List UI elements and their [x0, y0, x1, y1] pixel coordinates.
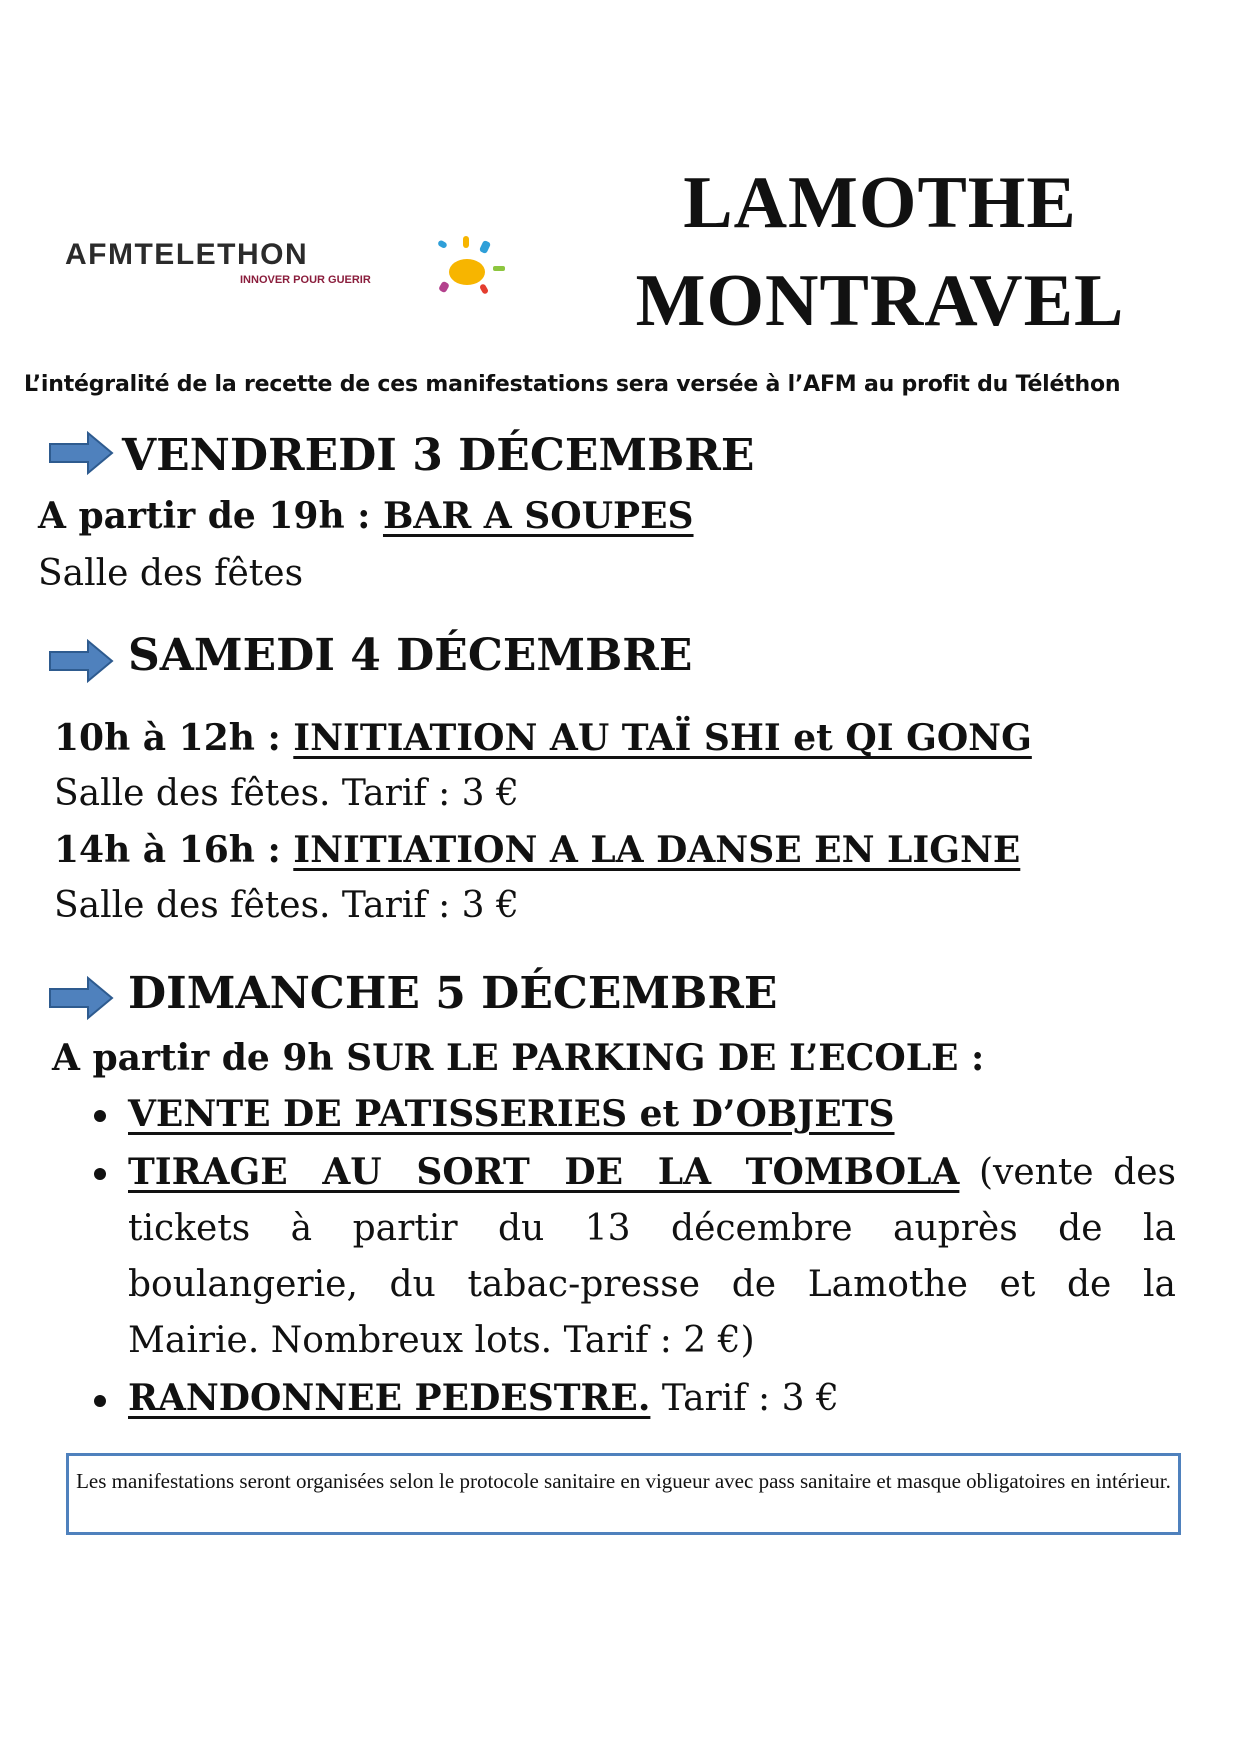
saturday-event-1: INITIATION AU TAÏ SHI et QI GONG — [293, 717, 1032, 759]
bullet-icon — [94, 1110, 106, 1122]
saturday-place-1: Salle des fêtes. Tarif : 3 € — [54, 773, 519, 814]
friday-event: BAR A SOUPES — [382, 495, 694, 537]
saturday-time-2: 14h à 16h : — [54, 829, 294, 871]
saturday-schedule-2 — [54, 829, 1021, 871]
arrow-icon — [48, 638, 114, 688]
sunday-intro: A partir de 9h SUR LE PARKING DE L’ECOLE : — [52, 1037, 985, 1079]
bullet-icon — [94, 1168, 106, 1180]
saturday-event-2: INITIATION A LA DANSE EN LIGNE — [293, 829, 1021, 871]
sunday-item-3 — [128, 1377, 839, 1419]
afm-telethon-logo-graphic — [65, 236, 535, 306]
bullet-icon — [94, 1395, 106, 1407]
sunday-item-1 — [128, 1093, 895, 1135]
sun-icon — [437, 236, 505, 295]
friday-schedule — [38, 495, 694, 537]
sunday-event-2: TIRAGE AU SORT DE LA TOMBOLA — [128, 1151, 960, 1193]
title-line-2: MONTRAVEL — [635, 260, 1125, 342]
arrow-icon — [48, 430, 114, 480]
saturday-schedule-1 — [54, 717, 1032, 759]
logo-wordmark: AFMTELETHON — [65, 238, 309, 271]
sunday-details-3: Tarif : 3 € — [650, 1378, 839, 1419]
logo-tagline: INNOVER POUR GUERIR — [240, 274, 371, 286]
sunday-event-3: RANDONNEE PEDESTRE. — [128, 1377, 651, 1419]
friday-time: A partir de 19h : — [38, 495, 383, 537]
arrow-icon — [48, 975, 114, 1025]
afm-telethon-logo — [65, 236, 535, 306]
title-line-1: LAMOTHE — [683, 162, 1077, 244]
saturday-place-2: Salle des fêtes. Tarif : 3 € — [54, 885, 519, 926]
saturday-time-1: 10h à 12h : — [54, 717, 294, 759]
sanitary-notice: Les manifestations seront organisées selon le protocole sanitaire en vigueur avec pass sanitaire et masque obligatoires en intérieur. — [66, 1453, 1181, 1535]
friday-place: Salle des fêtes — [38, 553, 304, 594]
sunday-details-2: (vente des tickets à partir du 13 décembre auprès de la boulangerie, du tabac-presse de Lamothe et de la Mairie. Nombreux lots. Tarif : 2 €) — [128, 1152, 1177, 1361]
sunday-heading: DIMANCHE 5 DÉCEMBRE — [128, 968, 778, 1019]
friday-heading: VENDREDI 3 DÉCEMBRE — [122, 430, 755, 481]
sunday-event-1: VENTE DE PATISSERIES et D’OBJETS — [128, 1093, 895, 1135]
sunday-item-2 — [128, 1144, 1176, 1369]
saturday-heading: SAMEDI 4 DÉCEMBRE — [128, 630, 693, 681]
intro-text: L’intégralité de la recette de ces manifestations sera versée à l’AFM au profit du Téléthon — [24, 372, 1121, 397]
